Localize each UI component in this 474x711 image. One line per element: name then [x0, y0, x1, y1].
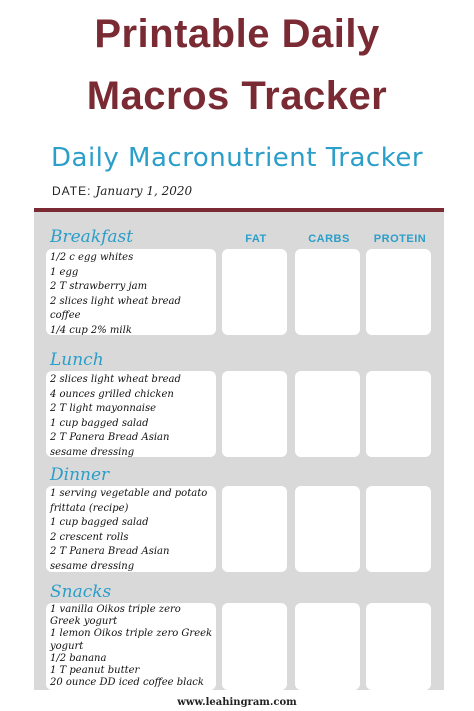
- list-item: 2 crescent rolls: [50, 531, 129, 543]
- section-label-breakfast: Breakfast: [50, 227, 134, 247]
- tracker-title: Daily Macronutrient Tracker: [50, 143, 424, 173]
- list-item: sesame dressing: [50, 560, 135, 572]
- list-item: yogurt: [50, 640, 84, 652]
- list-item: 2 T strawberry jam: [50, 281, 148, 292]
- column-header-carbs: CARBS: [308, 233, 350, 245]
- list-item: 2 T Panera Bread Asian: [50, 432, 170, 443]
- list-item: 1/4 cup 2% milk: [50, 324, 132, 336]
- protein-cell-lunch[interactable]: [366, 371, 431, 457]
- date-value: January 1, 2020: [95, 184, 193, 198]
- list-item: 2 slices light wheat bread: [50, 374, 181, 385]
- list-item: 4 ounces grilled chicken: [50, 388, 174, 400]
- fat-cell-dinner[interactable]: [222, 486, 287, 572]
- fat-cell-breakfast[interactable]: [222, 249, 287, 335]
- list-item: 1/2 banana: [50, 652, 107, 664]
- list-item: 1 vanilla Oikos triple zero: [50, 604, 181, 615]
- section-label-lunch: Lunch: [50, 350, 104, 370]
- footer-site: www.leahingram.com: [177, 697, 297, 708]
- protein-cell-breakfast[interactable]: [366, 249, 431, 335]
- food-list-dinner: [50, 487, 220, 574]
- carbs-cell-snacks[interactable]: [295, 603, 360, 690]
- list-item: 1 cup bagged salad: [50, 517, 149, 528]
- list-item: 2 slices light wheat bread: [50, 295, 181, 307]
- section-label-dinner: Dinner: [50, 465, 110, 485]
- list-item: 1 cup bagged salad: [50, 417, 149, 429]
- food-list-lunch: [50, 373, 220, 460]
- column-header-protein: PROTEIN: [373, 233, 427, 245]
- list-item: sesame dressing: [50, 446, 135, 458]
- list-item: 1 egg: [50, 266, 79, 278]
- fat-cell-lunch[interactable]: [222, 371, 287, 457]
- list-item: 1 serving vegetable and potato: [50, 488, 208, 499]
- carbs-cell-lunch[interactable]: [295, 371, 360, 457]
- list-item: 20 ounce DD iced coffee black: [50, 677, 204, 689]
- list-item: 2 T light mayonnaise: [50, 403, 157, 414]
- carbs-cell-breakfast[interactable]: [295, 249, 360, 335]
- list-item: 1/2 c egg whites: [50, 252, 134, 263]
- list-item: Greek yogurt: [50, 616, 118, 628]
- date-label: DATE:: [52, 184, 92, 198]
- list-item: frittata (recipe): [50, 502, 129, 514]
- headline-line-1: Printable Daily: [94, 12, 380, 56]
- list-item: 2 T Panera Bread Asian: [50, 546, 170, 557]
- food-list-snacks: [50, 604, 220, 689]
- list-item: coffee: [50, 310, 81, 321]
- list-item: 1 lemon Oikos triple zero Greek: [50, 628, 213, 640]
- column-header-fat: FAT: [245, 233, 267, 245]
- protein-cell-dinner[interactable]: [366, 486, 431, 572]
- food-list-breakfast: [50, 251, 220, 338]
- section-label-snacks: Snacks: [50, 582, 112, 602]
- headline-line-2: Macros Tracker: [86, 74, 388, 118]
- carbs-cell-dinner[interactable]: [295, 486, 360, 572]
- fat-cell-snacks[interactable]: [222, 603, 287, 690]
- date-row: [52, 184, 192, 198]
- list-item: 1 T peanut butter: [50, 665, 140, 677]
- protein-cell-snacks[interactable]: [366, 603, 431, 690]
